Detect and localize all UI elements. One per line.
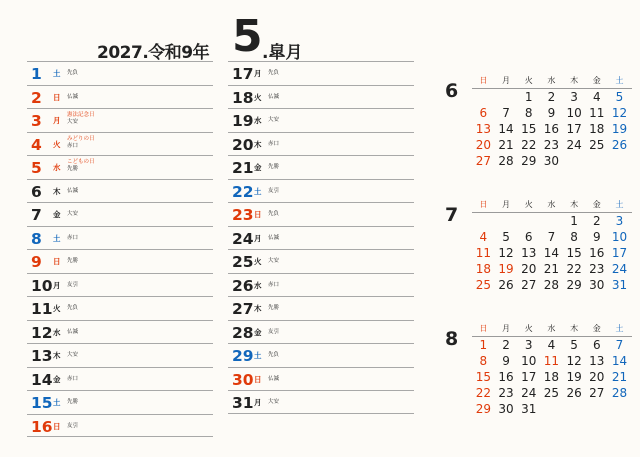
date-cell: 12: [498, 246, 514, 260]
weekday-label: 火: [53, 139, 61, 149]
date-cell: 15: [566, 246, 582, 260]
date-cell: 30: [589, 278, 605, 292]
weekday-label: 木: [254, 139, 262, 149]
day-row: [228, 296, 414, 320]
day-row: [228, 343, 414, 367]
day-number: 23: [232, 206, 254, 224]
date-cell: 3: [615, 214, 624, 228]
day-number: 18: [232, 88, 254, 107]
day-row: [27, 343, 213, 367]
weekday-label: 月: [254, 398, 262, 407]
day-number: 31: [232, 394, 254, 412]
rokuyo-label: 赤口: [67, 234, 79, 241]
calendar-header: [0, 0, 640, 62]
date-cell: [517, 213, 540, 229]
week-row: [472, 229, 632, 245]
day-number: 17: [232, 65, 254, 83]
day-row: [27, 414, 213, 438]
date-cell: 21: [611, 370, 628, 384]
weekday-header-cell: 土: [615, 76, 624, 85]
weekday-label: 土: [254, 186, 262, 196]
weekday-label: 日: [53, 421, 61, 431]
day-row: [228, 367, 414, 391]
weekday-label: 日: [53, 92, 61, 102]
date-cell: 18: [589, 122, 605, 136]
day-row: [27, 155, 213, 179]
weekday-header-cell: 水: [547, 324, 556, 333]
rokuyo-label: 仏滅: [67, 93, 79, 100]
weekday-label: 水: [53, 163, 61, 172]
weekday-label: 火: [254, 257, 262, 266]
date-cell: [585, 401, 608, 417]
rokuyo-label: 大安: [268, 117, 280, 123]
week-row: [472, 105, 632, 121]
day-row: [27, 179, 213, 203]
date-cell: 4: [547, 338, 556, 352]
weekday-header-cell: 月: [502, 324, 511, 333]
holiday-name: こどもの日: [67, 159, 95, 165]
rokuyo-label: 大安: [268, 258, 280, 264]
date-cell: 17: [566, 122, 582, 136]
day-number: 21: [232, 159, 254, 177]
date-cell: 25: [543, 386, 560, 400]
date-cell: 9: [547, 106, 556, 120]
day-number: 26: [232, 276, 254, 295]
date-cell: 6: [524, 230, 533, 244]
date-cell: 9: [592, 230, 601, 244]
date-cell: 27: [521, 278, 537, 292]
day-row: [228, 390, 414, 414]
date-cell: 28: [611, 386, 628, 400]
day-row: [27, 61, 213, 85]
date-cell: 11: [475, 246, 491, 260]
week-row: [472, 277, 632, 293]
rokuyo-label: 仏滅: [67, 328, 79, 335]
day-row: [27, 226, 213, 250]
date-cell: [540, 401, 563, 417]
week-row: [472, 121, 632, 137]
date-cell: 13: [475, 122, 491, 136]
rokuyo-label: 友引: [268, 187, 280, 194]
date-cell: [540, 213, 563, 229]
weekday-header-row: [472, 74, 632, 89]
date-cell: 17: [611, 246, 628, 260]
weekday-label: 土: [53, 69, 61, 78]
date-cell: 1: [570, 214, 578, 228]
day-row: [27, 108, 213, 132]
rokuyo-label: 仏滅: [268, 375, 280, 382]
date-cell: [472, 213, 495, 229]
weekday-label: 日: [254, 374, 262, 384]
date-cell: 24: [521, 386, 537, 400]
weekday-label: 土: [254, 351, 262, 360]
date-cell: 20: [475, 138, 491, 152]
weekday-header-cell: 日: [479, 76, 488, 85]
date-cell: 3: [524, 338, 533, 352]
date-cell: 24: [566, 138, 582, 152]
day-row: [228, 320, 414, 344]
date-cell: 18: [475, 262, 491, 276]
day-number: 14: [31, 370, 53, 389]
day-row: [27, 85, 213, 109]
weekday-header-cell: 月: [502, 76, 511, 85]
date-cell: 11: [589, 106, 605, 120]
date-cell: 20: [521, 262, 537, 276]
date-cell: 30: [498, 402, 514, 416]
date-cell: 25: [475, 278, 491, 292]
mini-month-number: 6: [445, 80, 459, 102]
weekday-label: 金: [254, 327, 262, 337]
week-row: [472, 401, 632, 417]
date-cell: 7: [502, 106, 510, 120]
day-number: 5: [31, 159, 42, 177]
date-cell: 18: [543, 370, 560, 384]
day-row: [27, 249, 213, 273]
date-cell: 8: [570, 230, 578, 244]
day-list-column-1: [27, 61, 213, 437]
week-row: [472, 153, 632, 169]
weekday-header-cell: 木: [570, 76, 579, 85]
day-row: [228, 155, 414, 179]
day-row: [228, 61, 414, 85]
date-cell: [608, 401, 631, 417]
weekday-label: 木: [254, 304, 262, 313]
rokuyo-label: 友引: [268, 328, 280, 335]
date-cell: 31: [611, 278, 628, 292]
date-cell: [495, 213, 518, 229]
date-cell: 8: [524, 106, 533, 120]
weekday-label: 水: [53, 327, 61, 337]
weekday-header-cell: 木: [570, 324, 579, 333]
day-number: 20: [232, 135, 254, 154]
rokuyo-label: 先勝: [67, 166, 79, 172]
weekday-header-cell: 月: [502, 200, 511, 209]
day-row: [228, 202, 414, 226]
weekday-label: 水: [254, 280, 262, 290]
weekday-header-cell: 火: [524, 76, 533, 85]
date-cell: 5: [502, 230, 510, 244]
day-number: 3: [31, 112, 42, 130]
date-cell: 14: [543, 246, 560, 260]
rokuyo-label: 友引: [67, 281, 79, 288]
year-label: 2027.令和9年: [97, 43, 210, 63]
date-cell: 5: [570, 338, 578, 352]
date-cell: 28: [498, 154, 514, 168]
day-number: 29: [232, 347, 254, 365]
week-row: [472, 385, 632, 401]
weekday-label: 木: [53, 186, 61, 196]
date-cell: 10: [521, 354, 537, 368]
date-cell: 22: [566, 262, 582, 276]
holiday-name: 憲法記念日: [67, 112, 95, 118]
date-cell: 27: [589, 386, 605, 400]
rokuyo-label: 仏滅: [67, 187, 79, 194]
date-cell: 29: [521, 154, 537, 168]
weekday-label: 木: [53, 351, 61, 360]
mini-month-grid: [472, 74, 632, 169]
weekday-header-cell: 水: [547, 200, 556, 209]
date-cell: 16: [498, 370, 514, 384]
date-cell: 21: [498, 138, 514, 152]
rokuyo-label: 大安: [67, 352, 79, 358]
date-cell: 15: [521, 122, 537, 136]
date-cell: 17: [521, 370, 537, 384]
rokuyo-label: 先勝: [67, 258, 79, 264]
day-row: [228, 85, 414, 109]
week-row: [472, 261, 632, 277]
week-row: [472, 337, 632, 353]
week-row: [472, 213, 632, 229]
date-cell: 5: [615, 90, 624, 104]
rokuyo-label: 大安: [268, 399, 280, 405]
day-row: [27, 320, 213, 344]
day-row: [228, 132, 414, 156]
weekday-label: 月: [254, 69, 262, 78]
date-cell: 2: [592, 214, 601, 228]
date-cell: 2: [547, 90, 556, 104]
date-cell: 22: [475, 386, 491, 400]
weekday-header-cell: 木: [570, 200, 579, 209]
date-cell: 23: [589, 262, 605, 276]
date-cell: 12: [566, 354, 582, 368]
date-cell: 14: [611, 354, 628, 368]
day-row: [27, 132, 213, 156]
weekday-header-cell: 水: [547, 76, 556, 85]
date-cell: 26: [498, 278, 514, 292]
rokuyo-label: 先負: [67, 305, 79, 311]
rokuyo-label: 仏滅: [268, 234, 280, 241]
date-cell: 25: [589, 138, 605, 152]
date-cell: [472, 89, 495, 105]
weekday-header-cell: 土: [615, 200, 624, 209]
day-row: [228, 108, 414, 132]
day-row: [228, 249, 414, 273]
date-cell: 27: [475, 154, 491, 168]
weekday-label: 水: [254, 116, 262, 125]
day-number: 13: [31, 347, 53, 365]
date-cell: 9: [502, 354, 510, 368]
day-row: [27, 296, 213, 320]
weekday-label: 月: [254, 233, 262, 243]
month-number: 5: [232, 11, 263, 62]
day-number: 25: [232, 253, 254, 271]
date-cell: 14: [498, 122, 514, 136]
day-row: [228, 226, 414, 250]
rokuyo-label: 赤口: [268, 140, 280, 147]
rokuyo-label: 大安: [67, 119, 79, 125]
weekday-label: 月: [53, 280, 61, 290]
rokuyo-label: 先勝: [268, 164, 280, 170]
day-number: 1: [31, 65, 42, 83]
rokuyo-label: 先負: [268, 70, 280, 76]
day-number: 24: [232, 229, 254, 248]
week-row: [472, 353, 632, 369]
day-number: 10: [31, 276, 53, 295]
day-number: 7: [31, 206, 42, 224]
weekday-header-cell: 土: [615, 324, 624, 333]
date-cell: 10: [611, 230, 628, 244]
day-row: [27, 390, 213, 414]
week-row: [472, 245, 632, 261]
day-number: 2: [31, 88, 42, 107]
day-list-column-2: [228, 61, 414, 414]
weekday-header-cell: 金: [592, 200, 601, 209]
date-cell: 8: [479, 354, 488, 368]
day-number: 30: [232, 370, 254, 389]
date-cell: 4: [592, 90, 601, 104]
mini-month-grid: [472, 198, 632, 293]
date-cell: 23: [498, 386, 514, 400]
date-cell: 22: [521, 138, 537, 152]
day-row: [228, 179, 414, 203]
date-cell: [563, 153, 586, 169]
rokuyo-label: 赤口: [67, 142, 79, 149]
weekday-header-cell: 日: [479, 324, 488, 333]
date-cell: 26: [566, 386, 582, 400]
date-cell: 19: [498, 262, 514, 276]
day-number: 19: [232, 112, 254, 130]
date-cell: 1: [479, 338, 488, 352]
date-cell: 1: [524, 90, 533, 104]
holiday-name: みどりの日: [67, 135, 95, 142]
day-number: 9: [31, 253, 42, 271]
date-cell: 6: [592, 338, 601, 352]
rokuyo-label: 友引: [67, 422, 79, 429]
date-cell: 4: [479, 230, 488, 244]
weekday-label: 土: [53, 233, 61, 243]
day-number: 15: [31, 394, 53, 412]
date-cell: 3: [570, 90, 578, 104]
weekday-label: 火: [254, 92, 262, 102]
date-cell: [563, 401, 586, 417]
weekday-label: 日: [53, 257, 61, 266]
weekday-header-cell: 火: [524, 324, 533, 333]
weekday-label: 火: [53, 304, 61, 313]
date-cell: 30: [543, 154, 560, 168]
mini-month-grid: [472, 322, 632, 417]
date-cell: 29: [475, 402, 491, 416]
day-number: 22: [232, 182, 254, 201]
rokuyo-label: 赤口: [268, 281, 280, 288]
weekday-header-cell: 日: [479, 200, 488, 209]
date-cell: 19: [566, 370, 582, 384]
day-number: 6: [31, 182, 42, 201]
weekday-header-cell: 金: [592, 324, 601, 333]
weekday-header-cell: 火: [524, 200, 533, 209]
day-row: [27, 273, 213, 297]
week-row: [472, 89, 632, 105]
date-cell: 10: [566, 106, 582, 120]
day-number: 16: [31, 417, 53, 436]
date-cell: 2: [502, 338, 510, 352]
date-cell: 23: [543, 138, 560, 152]
month-name: .皐月: [262, 43, 303, 63]
date-cell: 15: [475, 370, 491, 384]
day-row: [228, 273, 414, 297]
mini-month-number: 7: [445, 204, 459, 226]
day-number: 28: [232, 323, 254, 342]
weekday-label: 金: [53, 210, 61, 219]
date-cell: 28: [543, 278, 560, 292]
day-number: 12: [31, 323, 53, 342]
rokuyo-label: 大安: [67, 211, 79, 217]
week-row: [472, 369, 632, 385]
date-cell: [585, 153, 608, 169]
day-number: 27: [232, 300, 254, 318]
date-cell: 12: [611, 106, 628, 120]
day-row: [27, 202, 213, 226]
date-cell: 20: [589, 370, 605, 384]
day-number: 8: [31, 229, 42, 248]
date-cell: 26: [611, 138, 628, 152]
date-cell: 19: [611, 122, 628, 136]
weekday-header-row: [472, 322, 632, 337]
date-cell: 29: [566, 278, 582, 292]
date-cell: [495, 89, 518, 105]
date-cell: 7: [547, 230, 556, 244]
rokuyo-label: 先勝: [268, 305, 280, 311]
weekday-label: 月: [53, 116, 61, 125]
date-cell: [608, 153, 631, 169]
day-row: [27, 367, 213, 391]
date-cell: 31: [521, 402, 537, 416]
date-cell: 7: [615, 338, 624, 352]
weekday-header-cell: 金: [592, 76, 601, 85]
date-cell: 16: [589, 246, 605, 260]
rokuyo-label: 先負: [268, 352, 280, 358]
weekday-label: 土: [53, 398, 61, 407]
day-number: 4: [31, 135, 42, 154]
rokuyo-label: 先負: [67, 70, 79, 76]
weekday-label: 日: [254, 210, 262, 219]
date-cell: 6: [479, 106, 488, 120]
week-row: [472, 137, 632, 153]
date-cell: 13: [521, 246, 537, 260]
rokuyo-label: 先負: [268, 211, 280, 217]
date-cell: 16: [543, 122, 560, 136]
rokuyo-label: 赤口: [67, 375, 79, 382]
date-cell: 13: [589, 354, 605, 368]
weekday-label: 金: [53, 374, 61, 384]
weekday-label: 金: [254, 163, 262, 172]
mini-month-number: 8: [445, 328, 459, 350]
weekday-header-row: [472, 198, 632, 213]
date-cell: 21: [543, 262, 560, 276]
rokuyo-label: 先勝: [67, 399, 79, 405]
day-number: 11: [31, 300, 53, 318]
date-cell: 11: [543, 354, 560, 368]
date-cell: 24: [611, 262, 628, 276]
rokuyo-label: 仏滅: [268, 93, 280, 100]
